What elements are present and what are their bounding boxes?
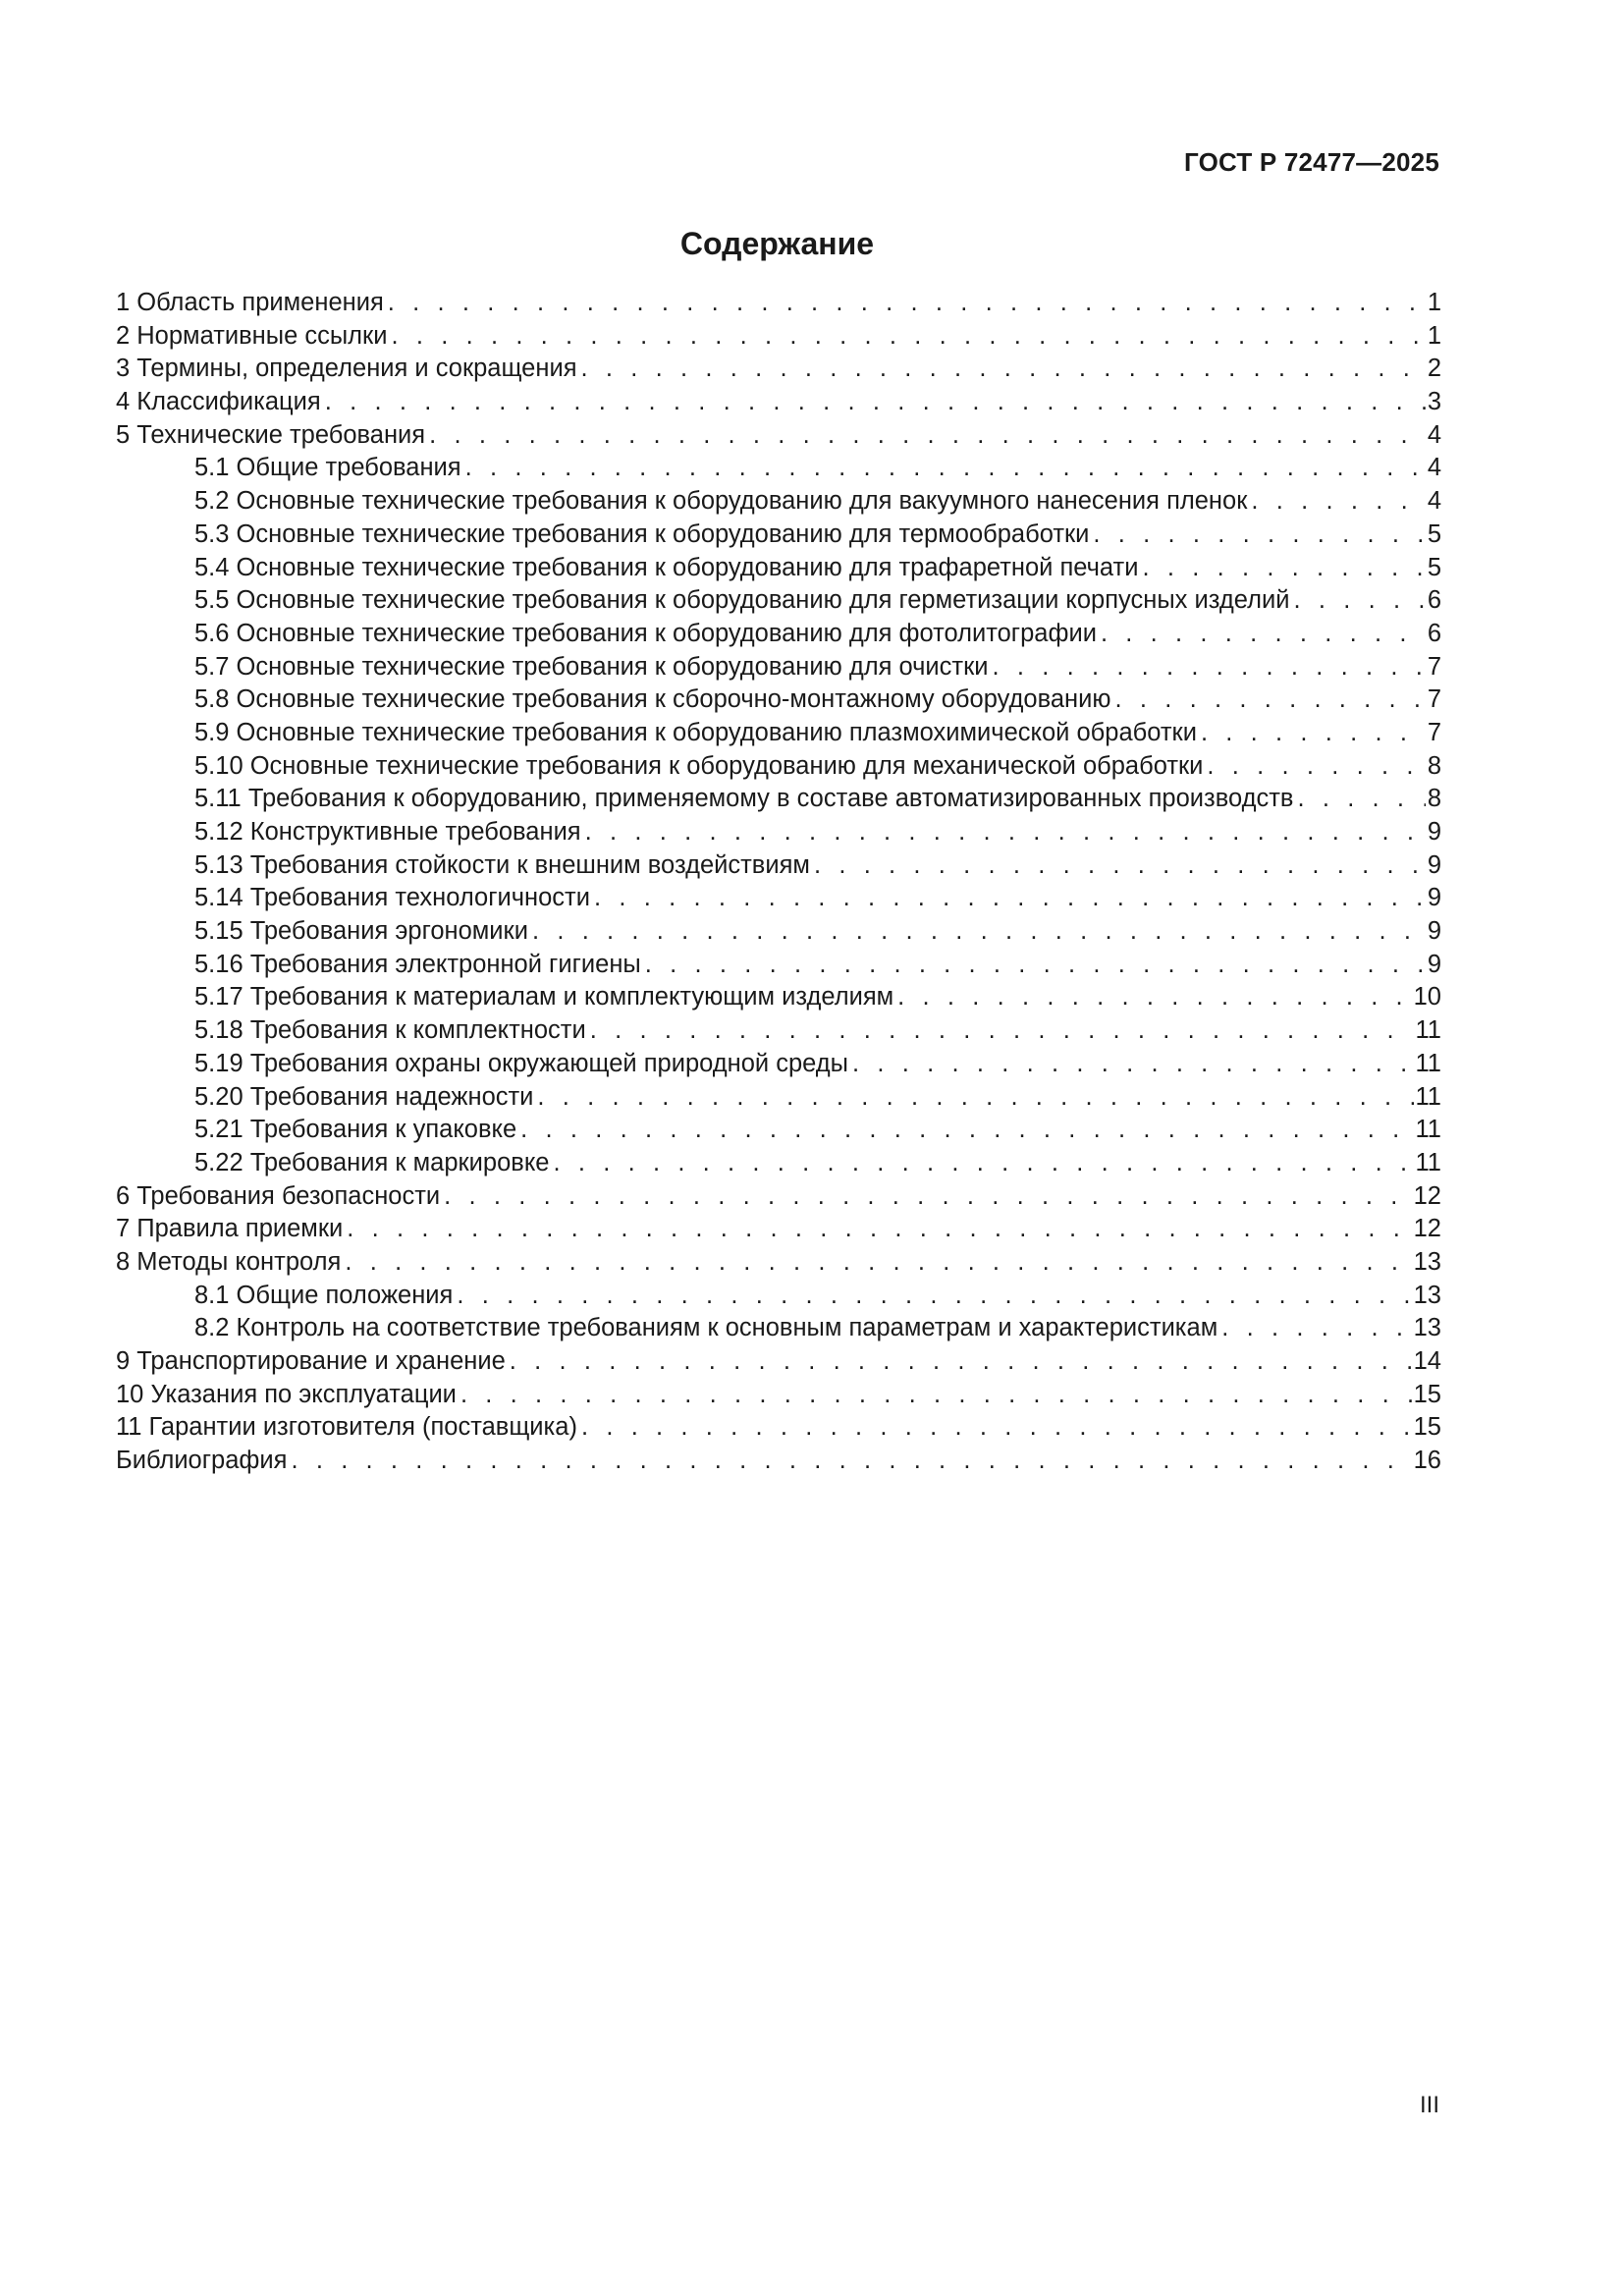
toc-entry-page: 7	[1427, 718, 1441, 746]
toc-entry[interactable]	[116, 1246, 1441, 1280]
toc-dot-leader	[581, 353, 1426, 386]
toc-entry-page: 8	[1427, 785, 1441, 813]
toc-entry-title: 5.16 Требования электронной гигиены	[194, 950, 641, 978]
toc-dot-leader	[520, 1114, 1413, 1147]
toc-entry-page: 15	[1413, 1380, 1441, 1408]
toc-entry[interactable]	[116, 981, 1441, 1014]
toc-dot-leader	[510, 1345, 1412, 1379]
toc-dot-leader	[291, 1445, 1411, 1478]
toc-dot-leader	[345, 1246, 1411, 1280]
toc-entry[interactable]	[116, 519, 1441, 552]
toc-entry[interactable]	[116, 1312, 1441, 1345]
toc-entry-title: 5.8 Основные технические требования к сборочно-монтажному оборудованию	[194, 685, 1111, 714]
toc-entry-page: 4	[1427, 454, 1441, 482]
toc-dot-leader	[553, 1147, 1413, 1180]
toc-entry-title: 9 Транспортирование и хранение	[116, 1347, 506, 1375]
toc-dot-leader	[537, 1081, 1413, 1115]
toc-entry-page: 7	[1427, 685, 1441, 714]
toc-dot-leader	[391, 320, 1425, 354]
toc-entry-page: 8	[1427, 751, 1441, 780]
toc-entry[interactable]	[116, 882, 1441, 915]
toc-entry-page: 11	[1415, 1049, 1441, 1077]
toc-entry-page: 5	[1427, 519, 1441, 548]
toc-dot-leader	[532, 915, 1426, 949]
toc-dot-leader	[429, 419, 1426, 453]
toc-entry-title: 1 Область применения	[116, 289, 384, 316]
toc-dot-leader	[465, 452, 1426, 485]
toc-entry[interactable]	[116, 1180, 1441, 1214]
toc-dot-leader	[1142, 552, 1425, 585]
toc-dot-leader	[1101, 618, 1426, 651]
toc-dot-leader	[444, 1180, 1411, 1214]
toc-entry[interactable]	[116, 1014, 1441, 1048]
toc-entry-page: 9	[1427, 850, 1441, 879]
toc-entry-page: 11	[1415, 1116, 1441, 1144]
toc-entry-title: 5.4 Основные технические требования к оборудованию для трафаретной печати	[194, 553, 1139, 581]
toc-entry-page: 2	[1427, 355, 1441, 383]
toc-dot-leader	[1207, 750, 1425, 784]
toc-entry-title: 7 Правила приемки	[116, 1215, 344, 1243]
toc-entry-title: 5.19 Требования охраны окружающей природной среды	[194, 1049, 849, 1077]
toc-dot-leader	[581, 1411, 1412, 1445]
toc-entry-page: 5	[1427, 553, 1441, 581]
toc-dot-leader	[897, 981, 1411, 1014]
toc-dot-leader	[1114, 683, 1425, 717]
toc-entry-page: 9	[1427, 950, 1441, 978]
toc-dot-leader	[590, 1014, 1414, 1048]
toc-entry-title: 5.12 Конструктивные требования	[194, 818, 581, 846]
toc-title: Содержание	[679, 226, 875, 261]
toc-entry-title: 11 Гарантии изготовителя (поставщика)	[116, 1413, 577, 1442]
toc-entry[interactable]	[116, 287, 1441, 320]
toc-entry[interactable]	[116, 1445, 1441, 1478]
toc-entry-title: 5.10 Основные технические требования к оборудованию для механической обработки	[194, 751, 1204, 780]
toc-entry-page: 15	[1413, 1413, 1441, 1442]
toc-entry[interactable]	[116, 618, 1441, 651]
toc-entry[interactable]	[116, 683, 1441, 717]
toc-entry[interactable]	[116, 1147, 1441, 1180]
toc-entry[interactable]	[116, 750, 1441, 784]
toc-entry-title: 5.9 Основные технические требования к оборудованию плазмохимической обработки	[194, 718, 1197, 746]
toc-entry-title: 5.2 Основные технические требования к оборудованию для вакуумного нанесения пленок	[194, 487, 1248, 516]
toc-dot-leader	[347, 1213, 1411, 1246]
toc-entry-title: 5.1 Общие требования	[194, 454, 461, 482]
toc-entry-title: 2 Нормативные ссылки	[116, 321, 388, 350]
toc-entry-title: 4 Классификация	[116, 388, 321, 416]
toc-entry-page: 11	[1415, 1082, 1441, 1111]
toc-dot-leader	[325, 386, 1426, 419]
toc-entry-page: 7	[1427, 652, 1441, 681]
table-of-contents	[116, 287, 1441, 1478]
toc-entry[interactable]	[116, 552, 1441, 585]
toc-dot-leader	[1093, 519, 1425, 552]
toc-entry-title: 5.14 Требования технологичности	[194, 884, 590, 912]
toc-entry-page: 13	[1413, 1247, 1441, 1276]
toc-entry-title: 8.1 Общие положения	[194, 1281, 454, 1309]
toc-entry-title: 5 Технические требования	[116, 420, 426, 449]
toc-entry[interactable]	[116, 949, 1441, 982]
toc-entry-page: 1	[1427, 289, 1441, 316]
toc-entry[interactable]	[116, 915, 1441, 949]
toc-entry-page: 12	[1413, 1215, 1441, 1243]
toc-entry[interactable]	[116, 386, 1441, 419]
toc-entry-page: 13	[1413, 1314, 1441, 1342]
toc-entry-page: 4	[1427, 487, 1441, 516]
toc-entry-title: 5.7 Основные технические требования к оборудованию для очистки	[194, 652, 989, 681]
toc-dot-leader	[645, 949, 1426, 982]
toc-entry-page: 4	[1427, 420, 1441, 449]
toc-entry-page: 10	[1413, 983, 1441, 1011]
toc-dot-leader	[1293, 584, 1425, 618]
toc-entry-title: 5.3 Основные технические требования к оборудованию для термообработки	[194, 519, 1090, 548]
toc-entry-page: 3	[1427, 388, 1441, 416]
toc-dot-leader	[460, 1379, 1412, 1412]
toc-entry-title: 5.5 Основные технические требования к оборудованию для герметизации корпусных изделий	[194, 586, 1290, 615]
toc-entry[interactable]	[116, 584, 1441, 618]
toc-entry-title: 8 Методы контроля	[116, 1247, 342, 1276]
toc-entry-page: 13	[1413, 1281, 1441, 1309]
toc-entry-page: 16	[1413, 1447, 1441, 1475]
toc-entry[interactable]	[116, 1213, 1441, 1246]
toc-entry-title: 5.6 Основные технические требования к оборудованию для фотолитографии	[194, 619, 1097, 647]
toc-entry-page: 9	[1427, 917, 1441, 946]
toc-dot-leader	[585, 816, 1426, 849]
toc-entry[interactable]	[116, 485, 1441, 519]
toc-entry-page: 9	[1427, 818, 1441, 846]
toc-entry[interactable]	[116, 1048, 1441, 1081]
toc-dot-leader	[594, 882, 1426, 915]
toc-entry[interactable]	[116, 452, 1441, 485]
toc-entry-title: 5.22 Требования к маркировке	[194, 1148, 550, 1176]
toc-entry[interactable]	[116, 419, 1441, 453]
toc-dot-leader	[457, 1280, 1411, 1313]
toc-entry[interactable]	[116, 717, 1441, 750]
toc-entry-title: 6 Требования безопасности	[116, 1181, 441, 1210]
toc-entry[interactable]	[116, 816, 1441, 849]
toc-entry[interactable]	[116, 320, 1441, 354]
toc-entry[interactable]	[116, 849, 1441, 883]
toc-entry[interactable]	[116, 1345, 1441, 1379]
toc-dot-leader	[388, 287, 1426, 320]
toc-entry[interactable]	[116, 1081, 1441, 1115]
toc-entry-page: 11	[1415, 1148, 1441, 1176]
toc-entry[interactable]	[116, 1114, 1441, 1147]
toc-entry[interactable]	[116, 651, 1441, 684]
toc-dot-leader	[1201, 717, 1426, 750]
document-code: ГОСТ Р 72477—2025	[1184, 147, 1439, 177]
toc-entry-title: 5.17 Требования к материалам и комплектующим изделиям	[194, 983, 894, 1011]
toc-dot-leader	[814, 849, 1426, 883]
toc-entry-title: Библиография	[116, 1447, 288, 1475]
toc-entry-title: 5.21 Требования к упаковке	[194, 1116, 517, 1144]
toc-entry-page: 6	[1427, 619, 1441, 647]
toc-dot-leader	[852, 1048, 1414, 1081]
toc-entry-title: 3 Термины, определения и сокращения	[116, 355, 577, 383]
toc-entry-title: 5.11 Требования к оборудованию, применяемому в составе автоматизированных производств	[194, 785, 1294, 813]
toc-entry-title: 10 Указания по эксплуатации	[116, 1380, 457, 1408]
toc-entry[interactable]	[116, 1280, 1441, 1313]
toc-entry[interactable]	[116, 353, 1441, 386]
toc-dot-leader	[1297, 783, 1425, 816]
toc-dot-leader	[992, 651, 1425, 684]
toc-entry-page: 9	[1427, 884, 1441, 912]
toc-entry-title: 5.18 Требования к комплектности	[194, 1016, 586, 1045]
toc-dot-leader	[1251, 485, 1425, 519]
toc-entry-title: 8.2 Контроль на соответствие требованиям к основным параметрам и характеристикам	[194, 1314, 1218, 1342]
toc-entry-page: 12	[1413, 1181, 1441, 1210]
toc-entry-page: 11	[1415, 1016, 1441, 1045]
toc-entry-title: 5.15 Требования эргономики	[194, 917, 528, 946]
toc-dot-leader	[1221, 1312, 1411, 1345]
toc-entry-title: 5.20 Требования надежности	[194, 1082, 534, 1111]
toc-entry-page: 6	[1427, 586, 1441, 615]
toc-entry[interactable]	[116, 1411, 1441, 1445]
toc-entry-page: 1	[1427, 321, 1441, 350]
page-number: III	[1419, 2092, 1439, 2118]
toc-entry[interactable]	[116, 783, 1441, 816]
toc-entry-title: 5.13 Требования стойкости к внешним воздействиям	[194, 850, 810, 879]
toc-entry-page: 14	[1413, 1347, 1441, 1375]
toc-entry[interactable]	[116, 1379, 1441, 1412]
